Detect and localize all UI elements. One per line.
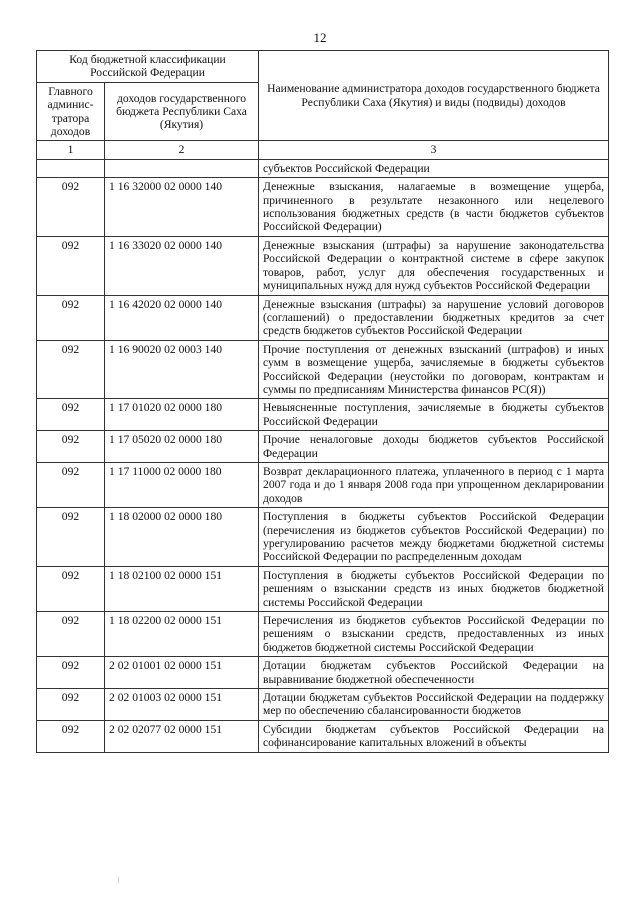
revenue-name-cell: Прочие поступления от денежных взысканий (штрафов) и иных сумм в возмещение ущерба, зачисляемые в бюджеты субъектов Российской Федерации (неустойки по договорам, контрактам и суммы по предписаниям Министерства финансов РС(Я)): [259, 340, 609, 399]
admin-code-cell: 092: [37, 508, 105, 567]
page-number: 12: [313, 30, 327, 45]
budget-classification-table: [36, 50, 609, 753]
admin-code-cell: [37, 159, 105, 177]
revenue-name-cell: Прочие неналоговые доходы бюджетов субъектов Российской Федерации: [259, 431, 609, 463]
admin-code-cell: 092: [37, 566, 105, 611]
admin-code-cell: 092: [37, 340, 105, 399]
table-row: [37, 689, 609, 721]
admin-code-cell: 092: [37, 178, 105, 237]
revenue-name-cell: Поступления в бюджеты субъектов Российской Федерации по решениям о взыскании средств из иных бюджетов бюджетной системы Российской Федерации: [259, 566, 609, 611]
revenue-code-cell: 1 17 11000 02 0000 180: [105, 462, 259, 507]
table-row: [37, 508, 609, 567]
header-admin-name: Наименование администратора доходов государственного бюджета Республики Саха (Якутия) и виды (подвиды) доходов: [259, 51, 609, 141]
revenue-code-cell: 1 18 02200 02 0000 151: [105, 612, 259, 657]
revenue-code-cell: 1 18 02100 02 0000 151: [105, 566, 259, 611]
table-row: [37, 657, 609, 689]
table-row: [37, 566, 609, 611]
table-row: [37, 159, 609, 177]
table-row: [37, 462, 609, 507]
revenue-name-cell: Денежные взыскания (штрафы) за нарушение законодательства Российской Федерации о контрактной системе в сфере закупок товаров, работ, услуг для обеспечения государственных и муниципальных нужд для нужд субъектов Российской Федерации: [259, 236, 609, 295]
revenue-code-cell: 1 16 42020 02 0000 140: [105, 295, 259, 340]
column-number-1: 1: [37, 141, 105, 159]
admin-code-cell: 092: [37, 431, 105, 463]
revenue-name-cell: Поступления в бюджеты субъектов Российской Федерации (перечисления из бюджетов субъектов Российской Федерации) по урегулированию расчетов между бюджетами бюджетной системы Российской Федерации по распределенным доходам: [259, 508, 609, 567]
table-row: [37, 612, 609, 657]
revenue-code-cell: 1 17 01020 02 0000 180: [105, 399, 259, 431]
header-row-group: [37, 51, 609, 83]
admin-code-cell: 092: [37, 236, 105, 295]
revenue-code-cell: 2 02 02077 02 0000 151: [105, 720, 259, 752]
admin-code-cell: 092: [37, 689, 105, 721]
header-row-numbers: [37, 141, 609, 159]
column-number-3: 3: [259, 141, 609, 159]
table-row: [37, 431, 609, 463]
table-row: [37, 236, 609, 295]
scan-mark: [118, 877, 119, 883]
table-row: [37, 178, 609, 237]
table-row: [37, 720, 609, 752]
revenue-code-cell: [105, 159, 259, 177]
revenue-code-cell: 1 16 32000 02 0000 140: [105, 178, 259, 237]
table-row: [37, 399, 609, 431]
revenue-name-cell: субъектов Российской Федерации: [259, 159, 609, 177]
revenue-code-cell: 1 18 02000 02 0000 180: [105, 508, 259, 567]
revenue-code-cell: 1 17 05020 02 0000 180: [105, 431, 259, 463]
column-number-2: 2: [105, 141, 259, 159]
admin-code-cell: 092: [37, 399, 105, 431]
header-main-admin: Главного админис-тратора доходов: [37, 82, 105, 141]
revenue-name-cell: Денежные взыскания (штрафы) за нарушение условий договоров (соглашений) о предоставлении бюджетных кредитов за счет средств бюджетов субъектов Российской Федерации: [259, 295, 609, 340]
admin-code-cell: 092: [37, 295, 105, 340]
revenue-code-cell: 1 16 33020 02 0000 140: [105, 236, 259, 295]
revenue-code-cell: 2 02 01003 02 0000 151: [105, 689, 259, 721]
admin-code-cell: 092: [37, 657, 105, 689]
admin-code-cell: 092: [37, 720, 105, 752]
revenue-name-cell: Невыясненные поступления, зачисляемые в бюджеты субъектов Российской Федерации: [259, 399, 609, 431]
header-classification-code: Код бюджетной классификации Российской Федерации: [37, 51, 259, 83]
admin-code-cell: 092: [37, 462, 105, 507]
revenue-code-cell: 2 02 01001 02 0000 151: [105, 657, 259, 689]
revenue-name-cell: Дотации бюджетам субъектов Российской Федерации на выравнивание бюджетной обеспеченности: [259, 657, 609, 689]
revenue-name-cell: Дотации бюджетам субъектов Российской Федерации на поддержку мер по обеспечению сбалансированности бюджетов: [259, 689, 609, 721]
table-row: [37, 340, 609, 399]
revenue-name-cell: Возврат декларационного платежа, уплаченного в период с 1 марта 2007 года и до 1 января 2008 года при упрощенном декларировании доходов: [259, 462, 609, 507]
revenue-code-cell: 1 16 90020 02 0003 140: [105, 340, 259, 399]
table-row: [37, 295, 609, 340]
revenue-name-cell: Денежные взыскания, налагаемые в возмещение ущерба, причиненного в результате незаконного или нецелевого использования бюджетных средств (в части бюджетов субъектов Российской Федерации): [259, 178, 609, 237]
revenue-name-cell: Субсидии бюджетам субъектов Российской Федерации на софинансирование капитальных вложений в объекты: [259, 720, 609, 752]
revenue-name-cell: Перечисления из бюджетов субъектов Российской Федерации по решениям о взыскании средств, предоставленных из иных бюджетов бюджетной системы Российской Федерации: [259, 612, 609, 657]
admin-code-cell: 092: [37, 612, 105, 657]
header-revenue-code: доходов государственного бюджета Республики Саха (Якутия): [105, 82, 259, 141]
